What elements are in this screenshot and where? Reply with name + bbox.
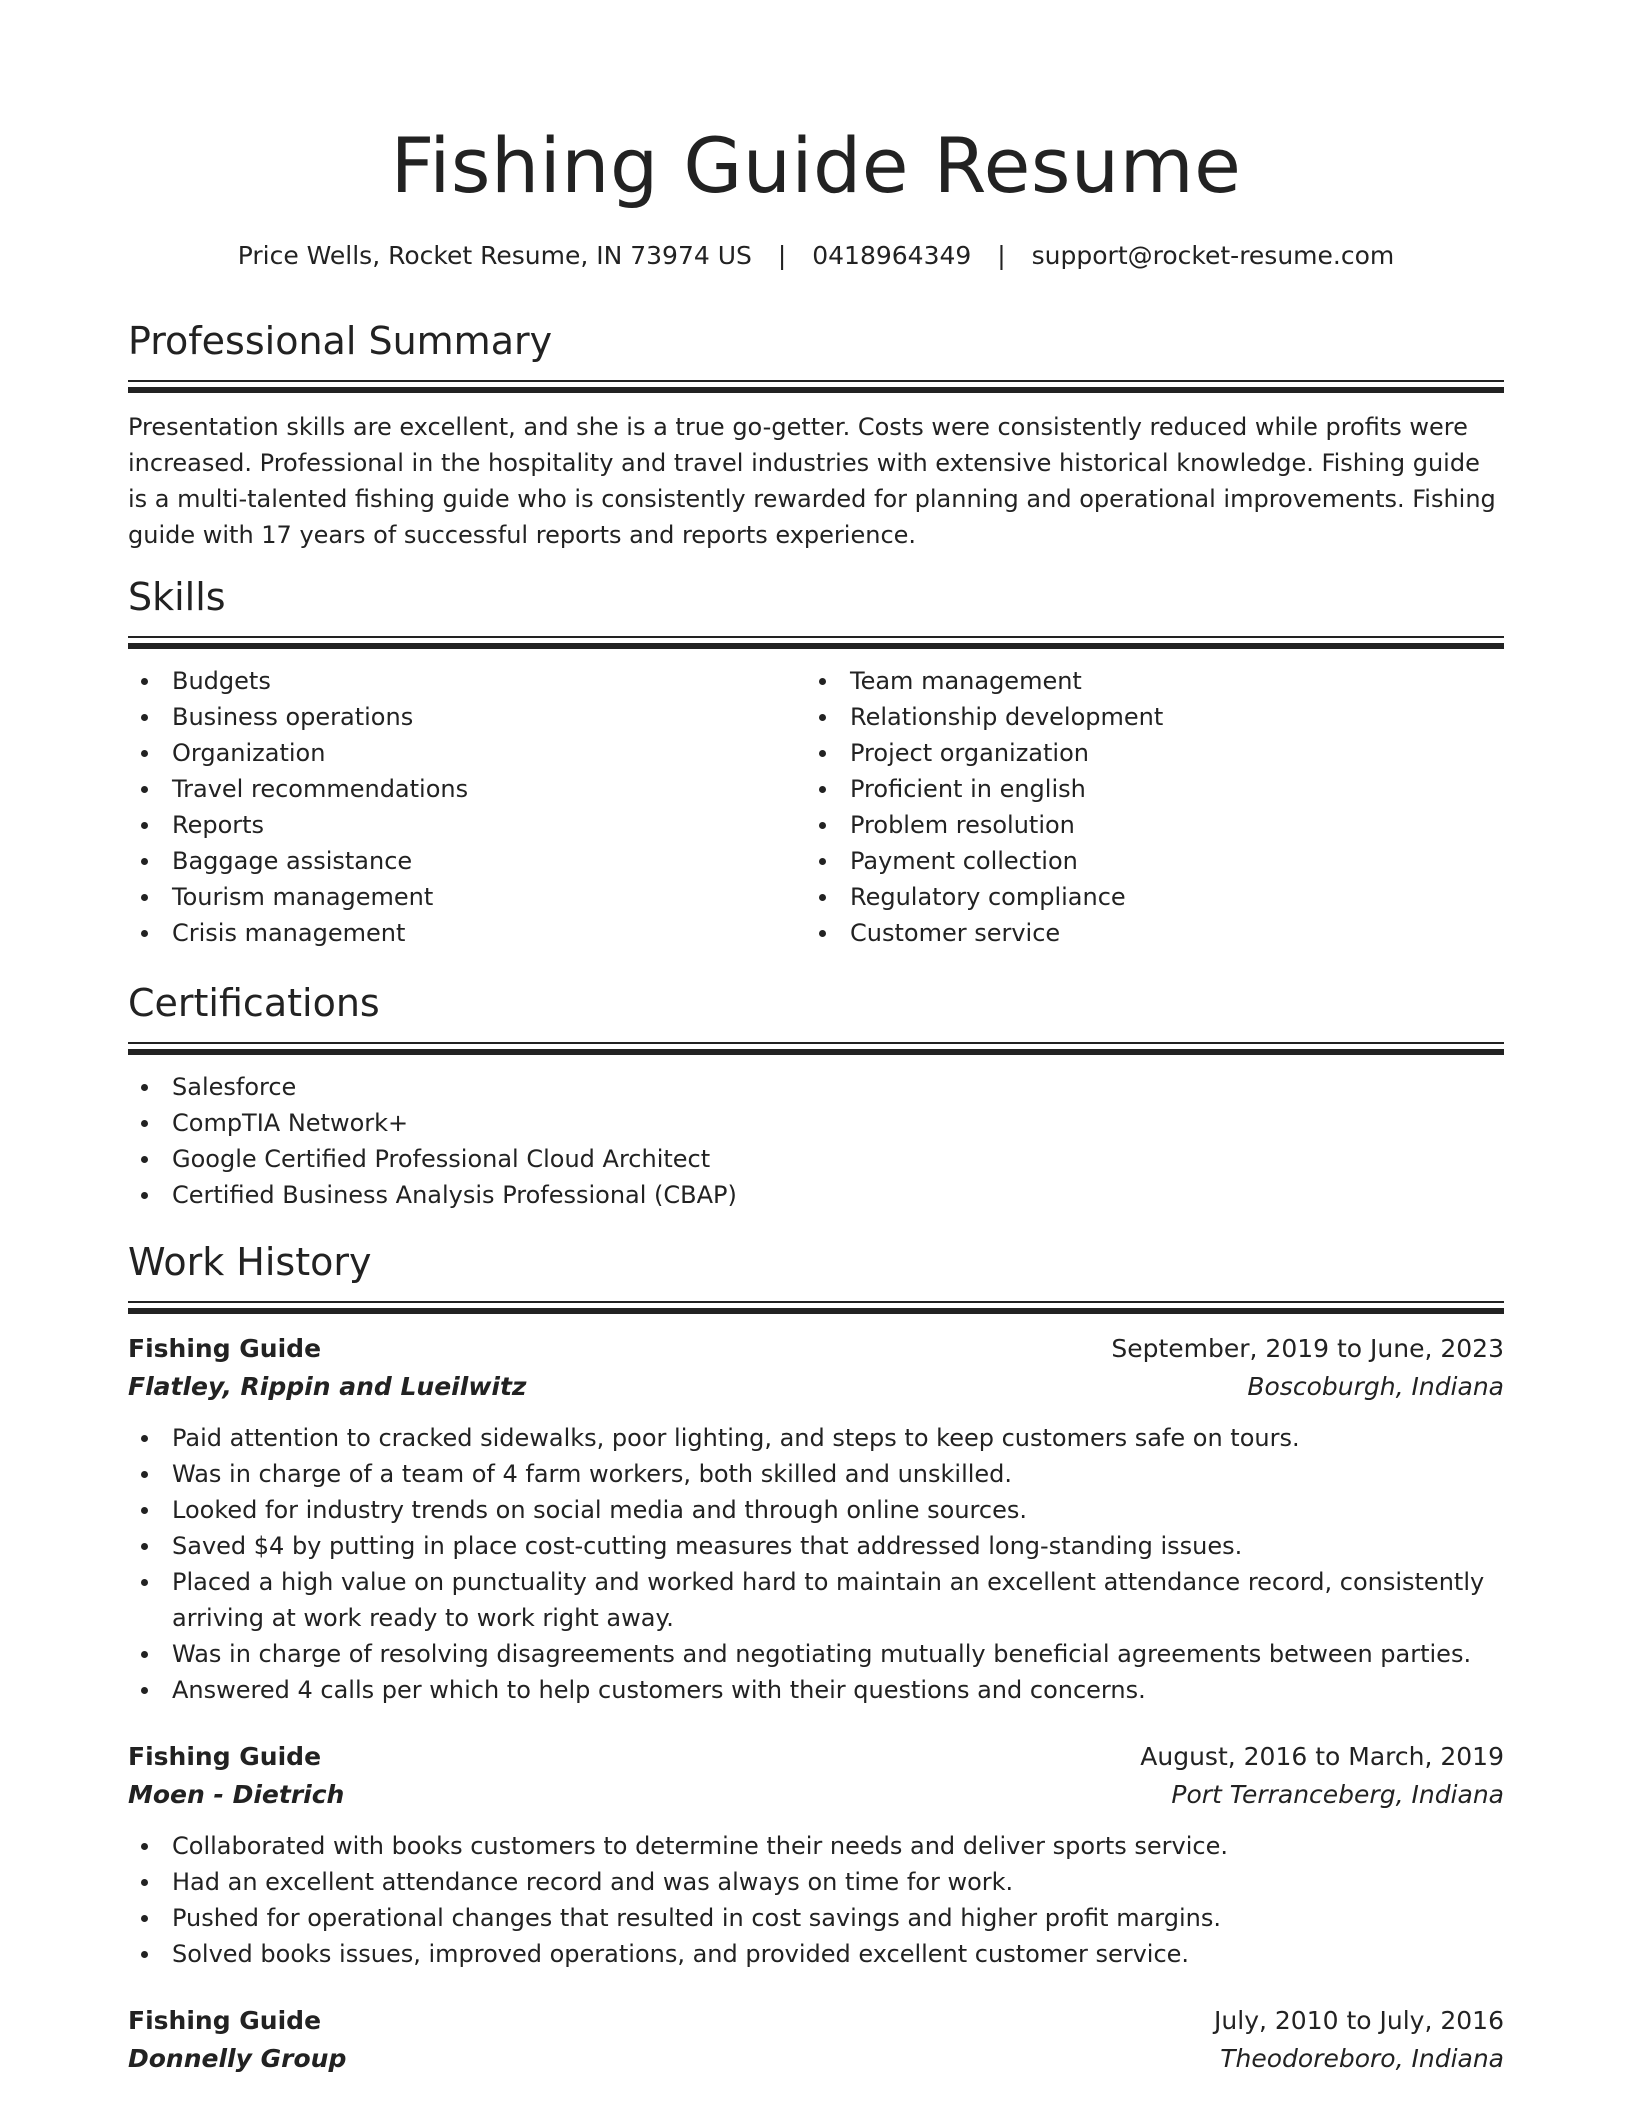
job-bullets bbox=[128, 1420, 1504, 1708]
job-bullet: Looked for industry trends on social media and through online sources. bbox=[128, 1492, 1504, 1528]
job-subheader bbox=[128, 2040, 1504, 2078]
certification-item: Salesforce bbox=[128, 1069, 1504, 1105]
skill-item: Crisis management bbox=[128, 915, 806, 951]
certifications-heading: Certifications bbox=[128, 981, 380, 1025]
job-bullet: Pushed for operational changes that resulted in cost savings and higher profit margins. bbox=[128, 1900, 1504, 1936]
job-bullet: Placed a high value on punctuality and worked hard to maintain an excellent attendance record, consistently arriving at work ready to work right away. bbox=[128, 1564, 1504, 1636]
job-dates: July, 2010 to July, 2016 bbox=[1214, 2006, 1504, 2035]
contact-address: Price Wells, Rocket Resume, IN 73974 US bbox=[237, 241, 752, 270]
job-subheader bbox=[128, 1368, 1504, 1406]
job-bullet: Solved books issues, improved operations, and provided excellent customer service. bbox=[128, 1936, 1504, 1972]
skill-item: Project organization bbox=[806, 735, 1484, 771]
job-company: Flatley, Rippin and Lueilwitz bbox=[128, 1372, 527, 1401]
job-entry bbox=[128, 1738, 1504, 1972]
job-header bbox=[128, 2002, 1504, 2040]
skill-item: Team management bbox=[806, 663, 1484, 699]
skill-item: Regulatory compliance bbox=[806, 879, 1484, 915]
job-bullet: Answered 4 calls per which to help customers with their questions and concerns. bbox=[128, 1672, 1504, 1708]
job-subheader bbox=[128, 1776, 1504, 1814]
certification-item: CompTIA Network+ bbox=[128, 1105, 1504, 1141]
skill-item: Tourism management bbox=[128, 879, 806, 915]
section-divider bbox=[128, 1042, 1504, 1044]
skill-item: Customer service bbox=[806, 915, 1484, 951]
summary-heading: Professional Summary bbox=[128, 319, 553, 363]
work-history-section bbox=[128, 1237, 1504, 2078]
contact-line bbox=[128, 238, 1504, 274]
section-divider bbox=[128, 1301, 1504, 1303]
contact-separator: | bbox=[777, 241, 787, 270]
section-divider bbox=[128, 643, 1504, 649]
skill-item: Budgets bbox=[128, 663, 806, 699]
skill-item: Relationship development bbox=[806, 699, 1484, 735]
skills-list-right bbox=[806, 663, 1484, 951]
job-title: Fishing Guide bbox=[128, 1742, 322, 1771]
skills-list-left bbox=[128, 663, 806, 951]
contact-email[interactable]: support@rocket-resume.com bbox=[1031, 241, 1395, 270]
contact-phone: 0418964349 bbox=[812, 241, 972, 270]
section-divider bbox=[128, 1308, 1504, 1314]
job-location: Boscoburgh, Indiana bbox=[1247, 1372, 1504, 1401]
certifications-list bbox=[128, 1069, 1504, 1213]
skill-item: Organization bbox=[128, 735, 806, 771]
job-company: Donnelly Group bbox=[128, 2044, 347, 2073]
job-header bbox=[128, 1330, 1504, 1368]
section-divider bbox=[128, 636, 1504, 638]
section-divider bbox=[128, 387, 1504, 393]
job-dates: August, 2016 to March, 2019 bbox=[1140, 1742, 1504, 1771]
job-dates: September, 2019 to June, 2023 bbox=[1111, 1334, 1504, 1363]
work-history-heading: Work History bbox=[128, 1240, 372, 1284]
skill-item: Baggage assistance bbox=[128, 843, 806, 879]
job-entry bbox=[128, 1330, 1504, 1708]
job-bullet: Was in charge of resolving disagreements and negotiating mutually beneficial agreements between parties. bbox=[128, 1636, 1504, 1672]
skills-columns bbox=[128, 663, 1504, 951]
job-location: Port Terranceberg, Indiana bbox=[1171, 1780, 1504, 1809]
job-location: Theodoreboro, Indiana bbox=[1220, 2044, 1504, 2073]
resume-title: Fishing Guide Resume bbox=[390, 121, 1242, 210]
certifications-section bbox=[128, 978, 1504, 1213]
skill-item: Problem resolution bbox=[806, 807, 1484, 843]
skills-section bbox=[128, 572, 1504, 951]
job-bullet: Had an excellent attendance record and was always on time for work. bbox=[128, 1864, 1504, 1900]
certification-item: Certified Business Analysis Professional (CBAP) bbox=[128, 1177, 1504, 1213]
summary-text: Presentation skills are excellent, and she is a true go-getter. Costs were consistently reduced while profits were increased. Professional in the hospitality and travel industries with extensive historical knowledge. Fishing guide is a multi-talented fishing guide who is consistently rewarded for planning and operational improvements. Fishing guide with 17 years of successful reports and reports experience. bbox=[128, 413, 1496, 549]
job-bullet: Collaborated with books customers to determine their needs and deliver sports service. bbox=[128, 1828, 1504, 1864]
job-header bbox=[128, 1738, 1504, 1776]
job-bullets bbox=[128, 1828, 1504, 1972]
job-title: Fishing Guide bbox=[128, 2006, 322, 2035]
job-bullet: Saved $4 by putting in place cost-cutting measures that addressed long-standing issues. bbox=[128, 1528, 1504, 1564]
certification-item: Google Certified Professional Cloud Architect bbox=[128, 1141, 1504, 1177]
job-company: Moen - Dietrich bbox=[128, 1780, 345, 1809]
skill-item: Proficient in english bbox=[806, 771, 1484, 807]
skills-heading: Skills bbox=[128, 575, 226, 619]
job-title: Fishing Guide bbox=[128, 1334, 322, 1363]
job-bullet: Was in charge of a team of 4 farm workers, both skilled and unskilled. bbox=[128, 1456, 1504, 1492]
job-bullet: Paid attention to cracked sidewalks, poor lighting, and steps to keep customers safe on tours. bbox=[128, 1420, 1504, 1456]
contact-separator: | bbox=[997, 241, 1006, 270]
skill-item: Travel recommendations bbox=[128, 771, 806, 807]
skill-item: Reports bbox=[128, 807, 806, 843]
summary-section bbox=[128, 316, 1504, 553]
section-divider bbox=[128, 380, 1504, 382]
section-divider bbox=[128, 1049, 1504, 1055]
skill-item: Business operations bbox=[128, 699, 806, 735]
skill-item: Payment collection bbox=[806, 843, 1484, 879]
job-entry bbox=[128, 2002, 1504, 2078]
